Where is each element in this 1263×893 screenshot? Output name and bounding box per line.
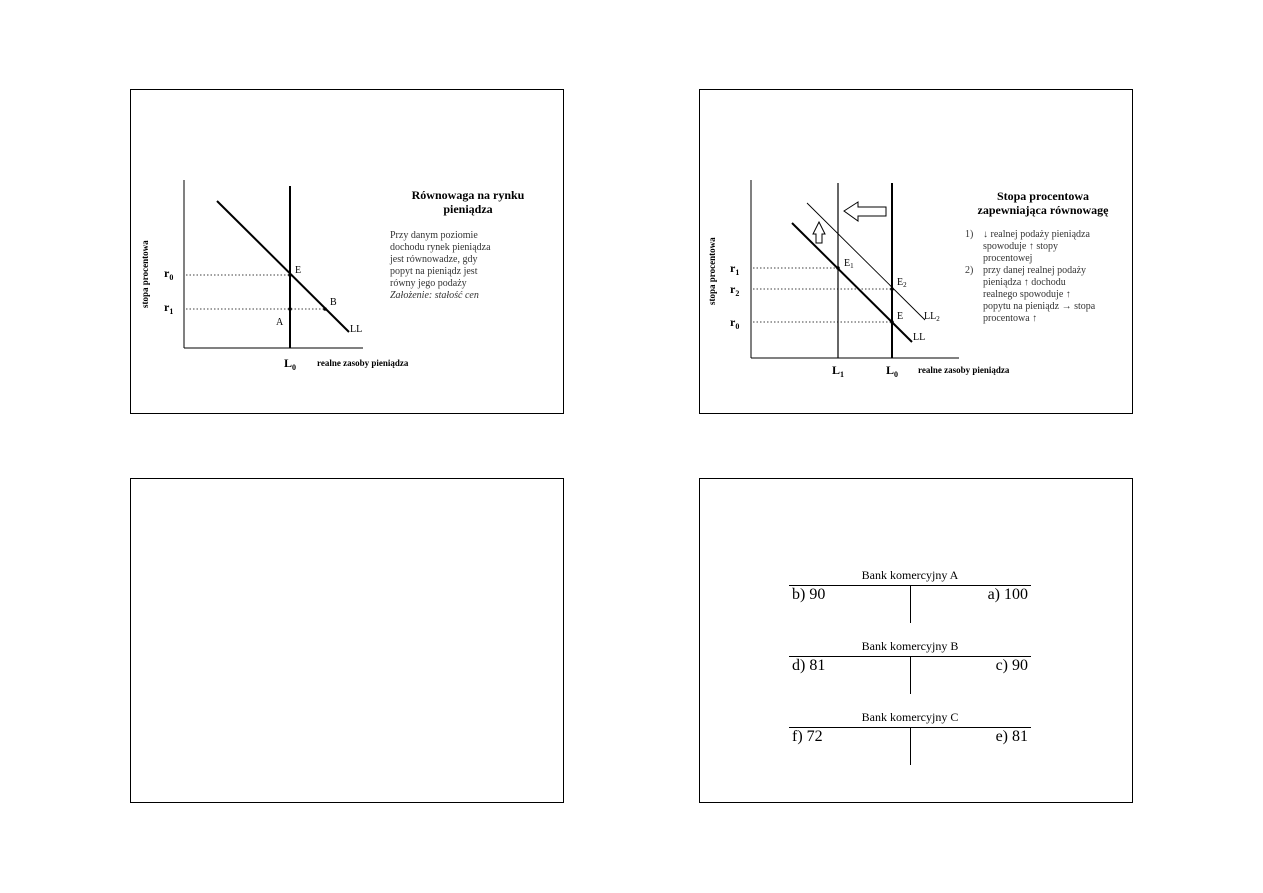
- A-label: A: [276, 317, 284, 328]
- up-arrow-icon: [813, 222, 825, 243]
- E2-label: $E_2$: [897, 277, 907, 289]
- L0-label: $L_0$: [284, 356, 297, 372]
- point-B: [323, 307, 327, 311]
- money-demand-line-LL2: [807, 203, 925, 320]
- r2-label: $r_2$: [730, 282, 740, 298]
- t-account-divider: [910, 656, 911, 694]
- slide1-title-line2: pieniądza: [443, 202, 493, 216]
- slide1-title-line1: Równowaga na rynku: [411, 188, 525, 202]
- left-arrow-icon: [844, 202, 886, 221]
- t-account-divider: [910, 727, 911, 765]
- list-line: realnego spowoduje ↑: [983, 289, 1071, 300]
- r0-label: $r_0$: [164, 266, 174, 282]
- body-line: dochodu rynek pieniądza: [390, 242, 491, 253]
- L0-label: $L_0$: [886, 363, 899, 379]
- slide1-body: [390, 230, 550, 302]
- slide2-title-line1: Stopa procentowa: [996, 189, 1090, 203]
- t-account-left-value: b) 90: [792, 586, 826, 603]
- B-label: B: [330, 297, 337, 308]
- slide2-title-line2: zapewniająca równowagę: [977, 203, 1109, 217]
- LL-label: LL: [350, 324, 363, 335]
- x-axis-label: realne zasoby pieniądza: [317, 358, 409, 368]
- t-account-divider: [910, 585, 911, 623]
- list-number: 2): [965, 265, 974, 276]
- list-line: popytu na pieniądz → stopa: [983, 301, 1096, 312]
- t-account-left-value: d) 81: [792, 657, 826, 674]
- t-account-left-value: f) 72: [792, 728, 823, 745]
- t-account-right-value: e) 81: [995, 728, 1028, 745]
- t-account-title: Bank komercyjny B: [861, 639, 959, 653]
- list-item-1: [965, 229, 1130, 265]
- list-line: ↓ realnej podaży pieniądza: [983, 229, 1090, 240]
- L1-label: $L_1$: [832, 363, 845, 379]
- slide-money-market-equilibrium: [130, 89, 564, 414]
- list-line: procentowa ↑: [983, 313, 1038, 324]
- slide-bank-t-accounts: [699, 478, 1133, 803]
- r0-label: $r_0$: [730, 315, 740, 331]
- money-demand-line-LL: [217, 201, 349, 332]
- body-line: Przy danym poziomie: [390, 230, 478, 241]
- point-E: [288, 273, 292, 277]
- r1-label: $r_1$: [730, 261, 740, 277]
- point-E: [890, 320, 894, 324]
- LL-label: LL: [913, 332, 926, 343]
- assumption-text: Założenie: stałość cen: [390, 290, 479, 301]
- slide1-title: [393, 188, 543, 216]
- body-line: popyt na pieniądz jest: [390, 266, 478, 277]
- t-account-bank-c: [789, 710, 1031, 766]
- r1-label: $r_1$: [164, 300, 174, 316]
- t-account-right-value: c) 90: [995, 657, 1028, 674]
- t-account-title: Bank komercyjny A: [861, 568, 959, 582]
- t-account-right-value: a) 100: [987, 586, 1028, 603]
- money-demand-line-LL: [792, 223, 912, 342]
- list-line: procentowej: [983, 253, 1033, 264]
- E-label: E: [897, 311, 904, 322]
- LL2-label: $LL_2$: [924, 311, 940, 323]
- E1-label: $E_1$: [844, 258, 854, 270]
- body-line: równy jego podaży: [390, 278, 467, 289]
- list-item-2: [965, 265, 1130, 325]
- t-account-title: Bank komercyjny C: [861, 710, 959, 724]
- slide-equilibrium-interest-rate: [699, 89, 1133, 414]
- list-number: 1): [965, 229, 974, 240]
- y-axis-label: stopa procentowa: [707, 237, 717, 305]
- x-axis-label: realne zasoby pieniądza: [918, 365, 1010, 375]
- point-A: [288, 307, 292, 311]
- list-line: spowoduje ↑ stopy: [983, 241, 1058, 252]
- t-account-bank-b: [789, 639, 1031, 695]
- list-line: przy danej realnej podaży: [983, 265, 1087, 276]
- E-label: E: [295, 265, 302, 276]
- t-account-bank-a: [789, 568, 1031, 624]
- slide2-title: [958, 189, 1128, 217]
- point-E2: [890, 287, 894, 291]
- slide-blank: [130, 478, 564, 803]
- body-line: jest równowadze, gdy: [390, 254, 478, 265]
- y-axis-label: stopa procentowa: [140, 240, 150, 308]
- slide2-list: [965, 229, 1130, 325]
- list-line: pieniądza ↑ dochodu: [983, 277, 1066, 288]
- point-E1: [836, 266, 840, 270]
